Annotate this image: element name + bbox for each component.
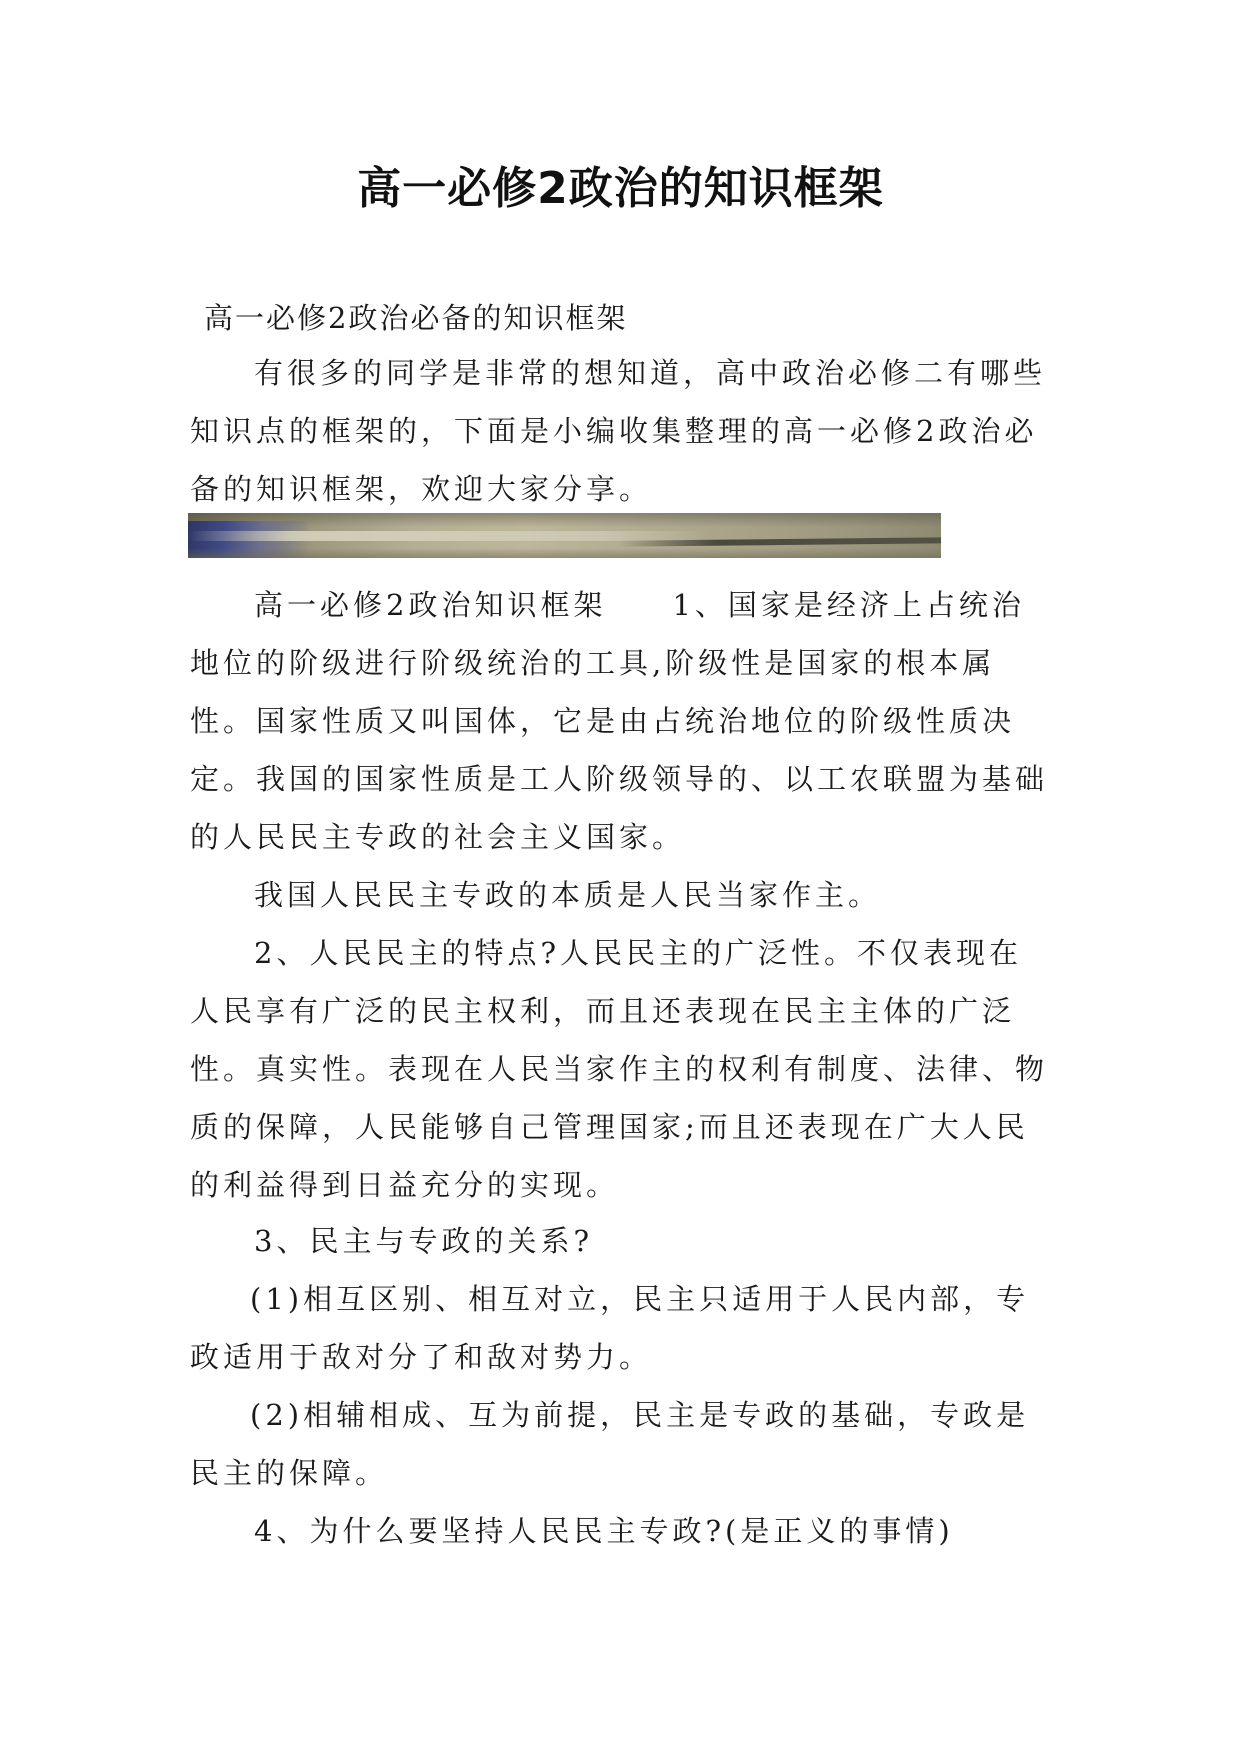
intro-paragraph: 有很多的同学是非常的想知道，高中政治必修二有哪些知识点的框架的，下面是小编收集整理的高一必修2政治必备的知识框架，欢迎大家分享。	[190, 356, 1047, 506]
body-paragraph-1: 高一必修2政治知识框架 1、国家是经济上占统治地位的阶级进行阶级统治的工具,阶级性是国家的根本属性。国家性质又叫国体，它是由占统治地位的阶级性质决定。我国的国家性质是工人阶级领导的、以工农联盟为基础的人民民主专政的社会主义国家。	[190, 588, 1049, 854]
document-title: 高一必修2政治的知识框架	[357, 163, 884, 214]
body-paragraph-6: (2)相辅相成、互为前提，民主是专政的基础，专政是民主的保障。	[190, 1398, 1030, 1490]
body-paragraph-3: 2、人民民主的特点?人民民主的广泛性。不仅表现在人民享有广泛的民主权利，而且还表现在民主主体的广泛性。真实性。表现在人民当家作主的权利有制度、法律、物质的保障，人民能够自己管理国家;而且还表现在广大人民的利益得到日益充分的实现。	[190, 936, 1049, 1202]
photo-pale-stripe	[188, 531, 708, 541]
body-paragraph-4: 3、民主与专政的关系?	[254, 1224, 593, 1258]
body-paragraph-7: 4、为什么要坚持人民民主专政?(是正义的事情)	[254, 1514, 954, 1548]
body-paragraph-5: (1)相互区别、相互对立，民主只适用于人民内部，专政适用于敌对分了和敌对势力。	[190, 1282, 1030, 1374]
photo-bottom-shade	[188, 548, 941, 558]
document-subtitle: 高一必修2政治必备的知识框架	[204, 301, 628, 335]
embedded-photo-strip	[188, 513, 941, 558]
body-paragraph-2: 我国人民民主专政的本质是人民当家作主。	[254, 878, 882, 912]
